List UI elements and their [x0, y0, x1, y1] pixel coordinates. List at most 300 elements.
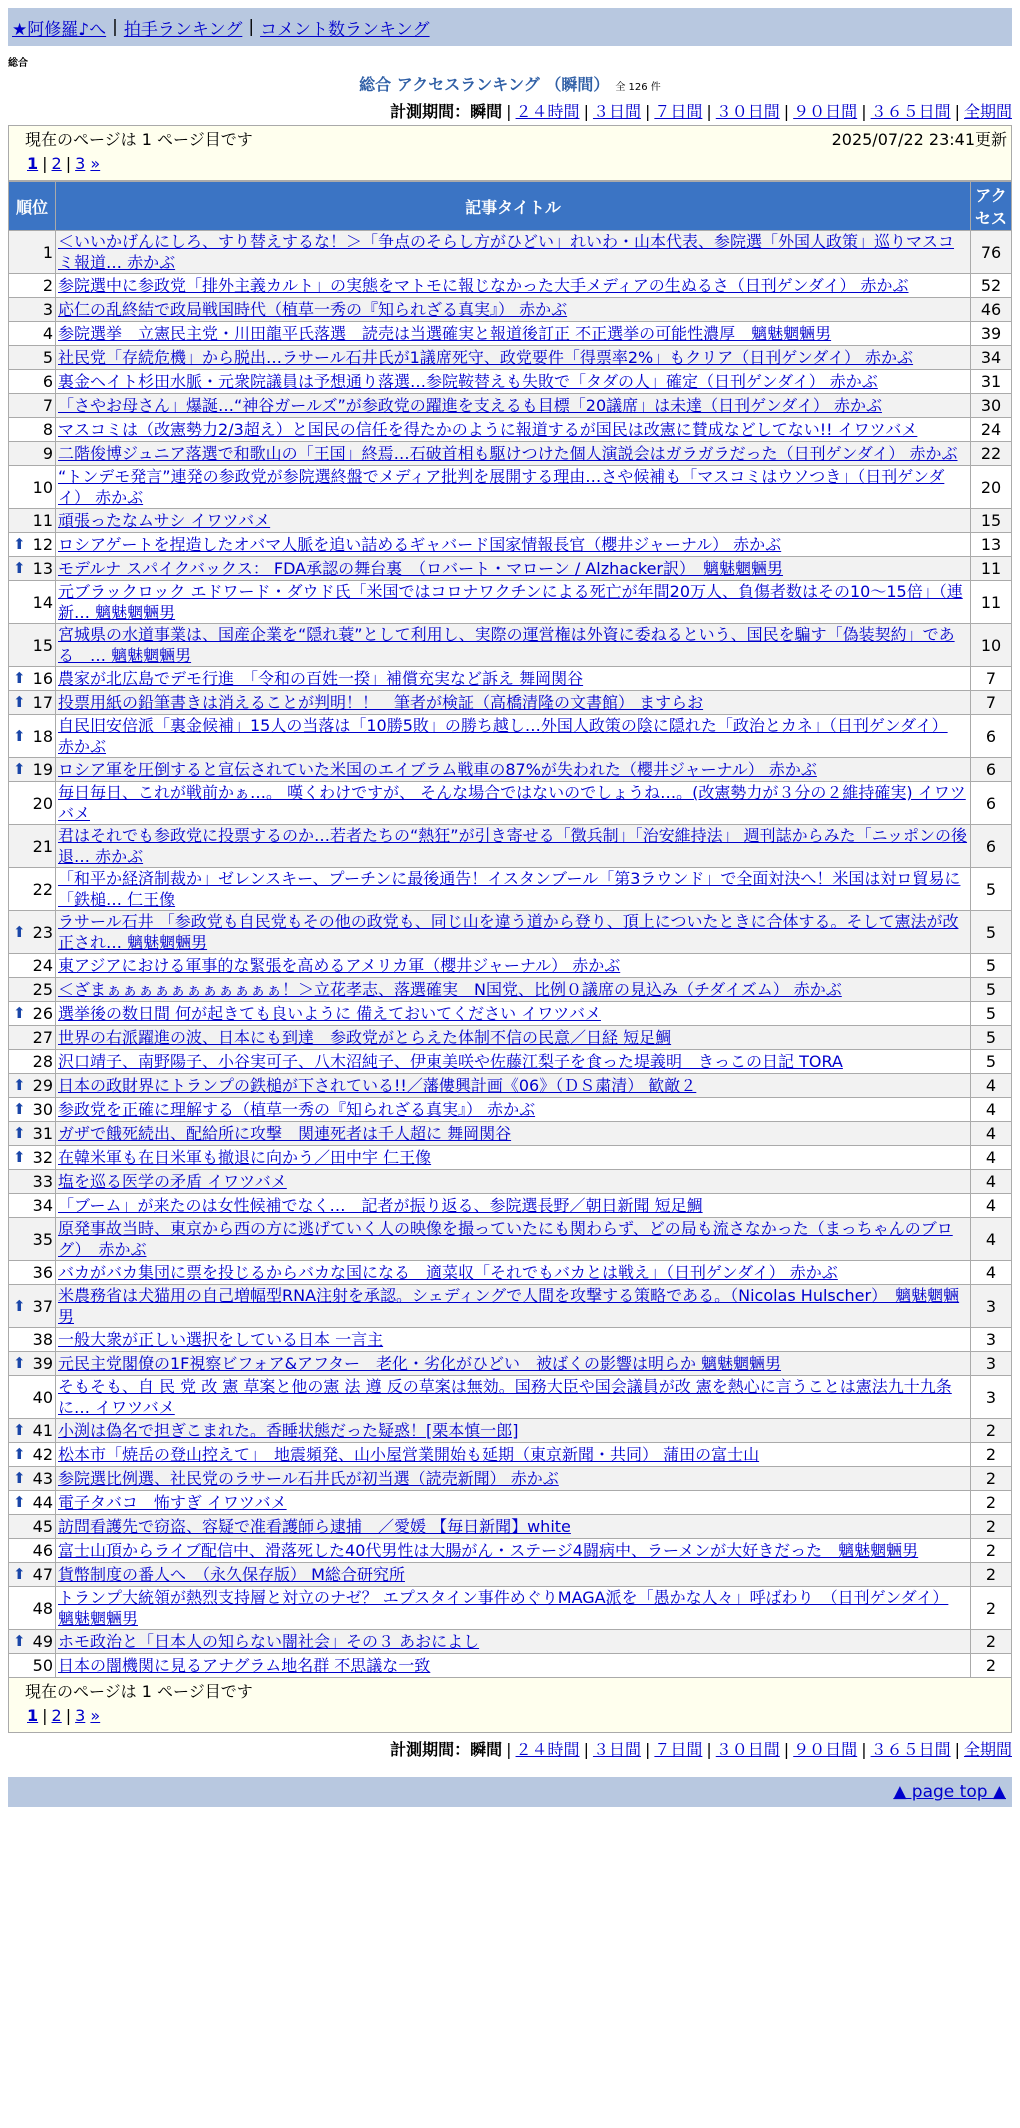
period-separator: | — [506, 1740, 512, 1759]
title-cell — [56, 1587, 971, 1630]
rank-number: 27 — [32, 1028, 53, 1047]
access-count: 4 — [971, 1074, 1012, 1098]
updated-timestamp: 2025/07/22 23:41更新 — [831, 130, 1007, 149]
access-count: 10 — [971, 624, 1012, 667]
rank-up-arrow-icon: ⬆ — [13, 922, 26, 941]
article-title-link[interactable]: 参政党を正確に理解する（植草一秀の『知られざる真実』） 赤かぶ — [58, 1100, 536, 1119]
period-option-4[interactable]: ３０日間 — [715, 102, 780, 121]
title-cell — [56, 1285, 971, 1328]
rank-number: 21 — [32, 836, 53, 856]
rank-number: 5 — [42, 348, 53, 367]
rank-cell — [9, 758, 56, 782]
table-row — [9, 825, 1012, 868]
rank-number: 26 — [32, 1004, 53, 1023]
article-title-link[interactable]: 投票用紙の鉛筆書きは消えることが判明！！ 筆者が検証（高橋清隆の文書館） ますらお — [58, 693, 704, 712]
next-page-link[interactable]: » — [90, 1706, 101, 1725]
rank-number: 30 — [32, 1100, 53, 1119]
title-cell — [56, 442, 971, 466]
rank-cell — [9, 1419, 56, 1443]
table-row — [9, 1376, 1012, 1419]
page-link-2[interactable]: 2 — [51, 154, 62, 173]
table-row — [9, 1194, 1012, 1218]
rank-up-arrow-icon: ⬆ — [13, 559, 26, 577]
article-title-link[interactable]: 毎日毎日、これが戦前かぁ…。 嘆くわけですが、 そんな場合ではないのでしょうね…。(改憲勢力が３分の２維持確実) イワツバメ — [58, 783, 966, 823]
page-link-1[interactable]: 1 — [27, 154, 39, 173]
rank-number: 44 — [32, 1493, 53, 1512]
pager-separator: | — [42, 154, 48, 173]
page-link-3[interactable]: 3 — [75, 1706, 86, 1725]
article-title-link[interactable]: 東アジアにおける軍事的な緊張を高めるアメリカ軍（櫻井ジャーナル） 赤かぶ — [58, 956, 621, 975]
title-cell — [56, 978, 971, 1002]
article-title-link[interactable]: 一般大衆が正しい選択をしている日本 一言主 — [58, 1330, 384, 1349]
table-row — [9, 581, 1012, 624]
rank-number: 18 — [32, 726, 53, 746]
table-row — [9, 954, 1012, 978]
title-cell — [56, 1122, 971, 1146]
title-cell — [56, 298, 971, 322]
table-row — [9, 1285, 1012, 1328]
period-option-6[interactable]: ３６５日間 — [870, 1740, 951, 1759]
title-cell — [56, 1467, 971, 1491]
period-separator: | — [783, 102, 790, 121]
access-count: 2 — [971, 1563, 1012, 1587]
rank-number: 43 — [32, 1469, 53, 1488]
rank-cell — [9, 1146, 56, 1170]
table-row — [9, 1539, 1012, 1563]
access-count: 5 — [971, 911, 1012, 954]
rank-number: 22 — [32, 879, 53, 899]
rank-number: 24 — [32, 956, 53, 975]
rank-cell — [9, 1170, 56, 1194]
access-count: 4 — [971, 1194, 1012, 1218]
rank-up-arrow-icon: ⬆ — [13, 1469, 26, 1487]
rank-number: 48 — [32, 1598, 53, 1618]
rank-number: 38 — [32, 1330, 53, 1349]
article-title-link[interactable]: 貨幣制度の番人へ （永久保存版） M総合研究所 — [58, 1565, 405, 1584]
rank-cell — [9, 509, 56, 533]
rank-cell — [9, 825, 56, 868]
rank-cell — [9, 418, 56, 442]
access-count: 13 — [971, 533, 1012, 557]
article-title-link[interactable]: 日本の政財界にトランプの鉄槌が下されている!!／藩僂興計画《06》（ＤＳ粛清） 歓敵２ — [58, 1076, 697, 1095]
table-row — [9, 1630, 1012, 1654]
table-row — [9, 346, 1012, 370]
period-separator: | — [861, 102, 867, 121]
rank-cell — [9, 274, 56, 298]
table-row — [9, 1050, 1012, 1074]
access-count: 5 — [971, 1026, 1012, 1050]
nav-comment-ranking-link[interactable]: コメント数ランキング — [260, 19, 430, 40]
article-title-link[interactable]: マスコミは（改憲勢力2/3超え）と国民の信任を得たかのように報道するが国民は改憲に賛成などしてない!! イワツバメ — [58, 420, 918, 439]
page-link-1[interactable]: 1 — [27, 1706, 39, 1725]
article-title-link[interactable]: “トンデモ発言”連発の参政党が参院選終盤でメディア批判を展開する理由…さや候補も「マスコミはウソつき」（日刊ゲンダイ） 赤かぶ — [58, 467, 945, 507]
rank-cell — [9, 1026, 56, 1050]
article-title-link[interactable]: ホモ政治と「日本人の知らない闇社会」その３ あおによし — [58, 1632, 480, 1651]
rank-up-arrow-icon: ⬆ — [13, 726, 26, 745]
access-count: 2 — [971, 1587, 1012, 1630]
rank-cell — [9, 954, 56, 978]
title-cell — [56, 1539, 971, 1563]
pager-separator: | — [42, 1706, 48, 1725]
rank-number: 8 — [42, 420, 53, 439]
period-separator: | — [861, 1740, 867, 1759]
rank-cell — [9, 1261, 56, 1285]
period-option-4[interactable]: ３０日間 — [715, 1740, 780, 1759]
article-title-link[interactable]: ラサール石井 「参政党も自民党もその他の政党も、同じ山を違う道から登り、頂上についたときに合体する。そして憲法が改正され… 魑魅魍魎男 — [58, 912, 959, 952]
table-row — [9, 1491, 1012, 1515]
rank-cell — [9, 1218, 56, 1261]
rank-number: 37 — [32, 1296, 53, 1316]
rank-cell — [9, 1539, 56, 1563]
rank-number: 7 — [42, 396, 53, 415]
article-title-link[interactable]: 訪問看護先で窃盗、容疑で准看護師ら逮捕 ／愛媛 【毎日新聞】white — [58, 1517, 571, 1536]
table-row — [9, 394, 1012, 418]
rank-number: 46 — [32, 1541, 53, 1560]
article-title-link[interactable]: そもそも、自 民 党 改 憲 草案と他の憲 法 遵 反の草案は無効。国務大臣や国会議員が改 憲を熱心に言うことは憲法九十九条に… イワツバメ — [58, 1377, 952, 1417]
access-count: 7 — [971, 667, 1012, 691]
article-title-link[interactable]: 米農務省は犬猫用の自己増幅型RNA注射を承認。シェディングで人間を攻撃する策略である。（Nicolas Hulscher） 魑魅魍魎男 — [58, 1286, 960, 1326]
table-row — [9, 298, 1012, 322]
article-title-link[interactable]: 沢口靖子、南野陽子、小谷実可子、八木沼純子、伊東美咲や佐藤江梨子を食った堤義明 きっこの日記 TORA — [58, 1052, 843, 1071]
period-label: 計測期間： — [390, 1740, 471, 1759]
rank-cell — [9, 1050, 56, 1074]
table-row — [9, 1026, 1012, 1050]
rank-number: 47 — [32, 1565, 53, 1584]
table-row — [9, 715, 1012, 758]
rank-number: 14 — [32, 592, 53, 612]
pager-separator: | — [65, 154, 72, 173]
rank-cell — [9, 1002, 56, 1026]
period-option-3[interactable]: ７日間 — [654, 102, 703, 121]
rank-cell — [9, 1328, 56, 1352]
article-title-link[interactable]: ロシア軍を圧倒すると宣伝されていた米国のエイブラム戦車の87%が失われた（櫻井ジャーナル） 赤かぶ — [58, 760, 817, 779]
article-title-link[interactable]: 世界の右派躍進の波、日本にも到達 参政党がとらえた体制不信の民意／日経 短足鯛 — [58, 1028, 672, 1047]
article-title-link[interactable]: 参院選挙 立憲民主党・川田龍平氏落選 読売は当選確実と報道後訂正 不正選挙の可能性濃厚 魑魅魍魎男 — [58, 324, 832, 343]
article-title-link[interactable]: 塩を巡る医学の矛盾 イワツバメ — [58, 1172, 287, 1191]
article-title-link[interactable]: 参院選中に参政党「排外主義カルト」の実態をマトモに報じなかった大手メディアの生ぬるさ（日刊ゲンダイ） 赤かぶ — [58, 276, 909, 295]
title-cell — [56, 1654, 971, 1678]
rank-number: 36 — [32, 1263, 53, 1282]
article-title-link[interactable]: 在韓米軍も在日米軍も撤退に向かう／田中宇 仁王像 — [58, 1148, 432, 1167]
article-title-link[interactable]: 二階俊博ジュニア落選で和歌山の「王国」終焉…石破首相も駆けつけた個人演説会はガラガラだった（日刊ゲンダイ） 赤かぶ — [58, 444, 958, 463]
title-cell — [56, 1074, 971, 1098]
title-column-header: 記事タイトル — [56, 182, 971, 231]
article-title-link[interactable]: 電子タバコ 怖すぎ イワツバメ — [58, 1493, 287, 1512]
title-cell — [56, 533, 971, 557]
article-title-link[interactable]: ロシアゲートを捏造したオバマ人脈を追い詰めるギャバード国家情報長官（櫻井ジャーナル） 赤かぶ — [58, 535, 782, 554]
access-count: 15 — [971, 509, 1012, 533]
article-title-link[interactable]: 自民旧安倍派「裏金候補」15人の当落は「10勝5敗」の勝ち越し…外国人政策の陰に隠れた「政治とカネ」（日刊ゲンダイ） 赤かぶ — [58, 716, 948, 756]
access-count: 2 — [971, 1630, 1012, 1654]
access-count: 3 — [971, 1285, 1012, 1328]
table-row — [9, 782, 1012, 825]
article-title-link[interactable]: 裏金ヘイト杉田水脈・元衆院議員は予想通り落選…参院鞍替えも失敗で「タダの人」確定（日刊ゲンダイ） 赤かぶ — [58, 372, 878, 391]
rank-number: 13 — [32, 559, 53, 578]
table-row — [9, 1170, 1012, 1194]
title-cell — [56, 557, 971, 581]
title-cell — [56, 1194, 971, 1218]
rank-up-arrow-icon: ⬆ — [13, 1296, 26, 1315]
table-row — [9, 533, 1012, 557]
rank-up-arrow-icon: ⬆ — [13, 669, 26, 687]
article-title-link[interactable]: 宮城県の水道事業は、国産企業を“隠れ蓑”として利用し、実際の運営権は外資に委ねるという、国民を騙す「偽装契約」である … 魑魅魍魎男 — [58, 625, 955, 665]
table-row — [9, 868, 1012, 911]
rank-cell — [9, 1194, 56, 1218]
period-selector-top — [8, 101, 1012, 123]
period-option-6[interactable]: ３６５日間 — [870, 102, 951, 121]
title-cell — [56, 1098, 971, 1122]
table-row — [9, 466, 1012, 509]
rank-up-arrow-icon: ⬆ — [13, 1445, 26, 1463]
article-title-link[interactable]: 「ブーム」が来たのは女性候補でなく… 記者が振り返る、参院選長野／朝日新聞 短足鯛 — [58, 1196, 703, 1215]
rank-cell — [9, 581, 56, 624]
rank-cell — [9, 346, 56, 370]
access-count: 6 — [971, 715, 1012, 758]
title-cell — [56, 1170, 971, 1194]
article-title-link[interactable]: 「和平か経済制裁か」ゼレンスキー、プーチンに最後通告！イスタンブール「第3ラウンド」で全面対決へ！米国は対ロ貿易に「鉄槌… 仁王像 — [58, 869, 961, 909]
period-separator: | — [583, 1740, 589, 1759]
period-option-5[interactable]: ９０日間 — [793, 1740, 858, 1759]
rank-number: 35 — [32, 1229, 53, 1249]
rank-up-arrow-icon: ⬆ — [13, 1148, 26, 1166]
title-cell — [56, 1376, 971, 1419]
rank-number: 32 — [32, 1148, 53, 1167]
rank-number: 16 — [32, 669, 53, 688]
rank-cell — [9, 1376, 56, 1419]
table-row — [9, 322, 1012, 346]
rank-up-arrow-icon: ⬆ — [13, 1493, 26, 1511]
period-option-2[interactable]: ３日間 — [592, 1740, 641, 1759]
table-row — [9, 1122, 1012, 1146]
rank-number: 39 — [32, 1354, 53, 1373]
rank-cell — [9, 298, 56, 322]
access-count: 6 — [971, 782, 1012, 825]
article-title-link[interactable]: 日本の闇機関に見るアナグラム地名群 不思議な一致 — [58, 1656, 431, 1675]
article-title-link[interactable]: 元民主党閣僚の1F視察ビフォア&アフター 老化・劣化がひどい 被ばくの影響は明らか 魑魅魍魎男 — [58, 1354, 782, 1373]
period-option-5[interactable]: ９０日間 — [793, 102, 858, 121]
current-page-text: 現在のページは 1 ページ目です — [25, 1682, 253, 1701]
rank-up-arrow-icon: ⬆ — [13, 1354, 26, 1372]
title-cell — [56, 1515, 971, 1539]
period-separator: | — [706, 1740, 712, 1759]
article-title-link[interactable]: ガザで餓死続出、配給所に攻撃 関連死者は千人超に 舞岡関谷 — [58, 1124, 512, 1143]
title-cell — [56, 911, 971, 954]
rank-number: 9 — [42, 444, 53, 463]
section-label: 総合 — [8, 58, 28, 69]
rank-cell — [9, 911, 56, 954]
article-title-link[interactable]: バカがバカ集団に票を投じるからバカな国になる 適菜収「それでもバカとは戦え」（日刊ゲンダイ） 赤かぶ — [58, 1263, 838, 1282]
rank-number: 31 — [32, 1124, 53, 1143]
period-separator: | — [954, 1740, 960, 1759]
rank-up-arrow-icon: ⬆ — [13, 1632, 26, 1650]
title-cell — [56, 782, 971, 825]
rank-number: 42 — [32, 1445, 53, 1464]
title-cell — [56, 322, 971, 346]
page-link-2[interactable]: 2 — [51, 1706, 62, 1725]
period-separator: | — [583, 102, 589, 121]
article-title-link[interactable]: 農家が北広島でデモ行進 「令和の百姓一揆」補償充実など訴え 舞岡関谷 — [58, 669, 584, 688]
article-title-link[interactable]: 「さやお母さん」爆誕…“神谷ガールズ”が参政党の躍進を支えるも目標「20議席」は未達（日刊ゲンダイ） 赤かぶ — [58, 396, 882, 415]
period-label: 計測期間： — [390, 102, 471, 121]
rank-up-arrow-icon: ⬆ — [13, 693, 26, 711]
access-count: 2 — [971, 1419, 1012, 1443]
rank-number: 1 — [42, 242, 53, 262]
rank-number: 4 — [42, 324, 53, 343]
page-title-row — [0, 72, 1020, 95]
rank-cell — [9, 1285, 56, 1328]
rank-cell — [9, 231, 56, 274]
title-cell — [56, 466, 971, 509]
article-title-link[interactable]: 選挙後の数日間 何が起きても良いように 備えておいてください イワツバメ — [58, 1004, 601, 1023]
rank-up-arrow-icon: ⬆ — [13, 760, 26, 778]
rank-number: 11 — [32, 511, 53, 530]
period-option-7[interactable]: 全期間 — [963, 1740, 1012, 1759]
rank-number: 20 — [32, 793, 53, 813]
article-title-link[interactable]: ＜ざまぁぁぁぁぁぁぁぁぁぁぁ！＞立花孝志、落選確実 N国党、比例０議席の見込み（チダイズム） 赤かぶ — [58, 980, 842, 999]
title-cell — [56, 1491, 971, 1515]
table-row — [9, 911, 1012, 954]
title-cell — [56, 667, 971, 691]
page-top-link[interactable]: ▲ page top ▲ — [893, 1782, 1006, 1802]
table-row — [9, 1443, 1012, 1467]
title-cell — [56, 370, 971, 394]
rank-cell — [9, 978, 56, 1002]
table-row — [9, 1467, 1012, 1491]
access-count: 39 — [971, 322, 1012, 346]
access-count: 30 — [971, 394, 1012, 418]
rank-up-arrow-icon: ⬆ — [13, 1124, 26, 1142]
period-selector-bottom — [8, 1739, 1012, 1761]
period-option-7[interactable]: 全期間 — [963, 102, 1012, 121]
access-count: 3 — [971, 1376, 1012, 1419]
article-title-link[interactable]: 参院選比例選、社民党のラサール石井氏が初当選（読売新聞） 赤かぶ — [58, 1469, 559, 1488]
article-title-link[interactable]: モデルナ スパイクバックス： FDA承認の舞台裏 （ロバート・マローン / Alzhacker訳） 魑魅魍魎男 — [58, 559, 784, 578]
article-title-link[interactable]: トランプ大統領が熱烈支持層と対立のナゼ？ エプスタイン事件めぐりMAGA派を「愚かな人々」呼ばわり （日刊ゲンダイ） 魑魅魍魎男 — [58, 1588, 949, 1628]
article-title-link[interactable]: 富士山頂からライブ配信中、滑落死した40代男性は大腸がん・ステージ4闘病中、ラーメンが大好きだった 魑魅魍魎男 — [58, 1541, 919, 1560]
access-count: 5 — [971, 1050, 1012, 1074]
rank-number: 2 — [42, 276, 53, 295]
title-cell — [56, 394, 971, 418]
rank-number: 34 — [32, 1196, 53, 1215]
period-separator: | — [644, 1740, 651, 1759]
total-count: 全 126 件 — [615, 82, 661, 93]
rank-cell — [9, 667, 56, 691]
rank-number: 28 — [32, 1052, 53, 1071]
rank-cell — [9, 533, 56, 557]
access-column-header: アクセス — [971, 182, 1012, 231]
access-count: 2 — [971, 1654, 1012, 1678]
article-title-link[interactable]: 君はそれでも参政党に投票するのか…若者たちの“熱狂”が引き寄せる「徴兵制」「治安維持法」 週刊誌からみた「ニッポンの後退… 赤かぶ — [58, 826, 968, 866]
pager-separator: | — [65, 1706, 72, 1725]
article-title-link[interactable]: 頑張ったなムサシ イワツバメ — [58, 511, 271, 530]
title-cell — [56, 1352, 971, 1376]
rank-up-arrow-icon: ⬆ — [13, 1565, 26, 1583]
table-row — [9, 557, 1012, 581]
rank-number: 40 — [32, 1387, 53, 1407]
rank-cell — [9, 868, 56, 911]
access-count: 4 — [971, 1098, 1012, 1122]
rank-number: 25 — [32, 980, 53, 999]
access-count: 31 — [971, 370, 1012, 394]
rank-cell — [9, 1467, 56, 1491]
article-title-link[interactable]: ＜いいかげんにしろ、すり替えするな！＞「争点のそらし方がひどい」れいわ・山本代表、参院選「外国人政策」巡りマスコミ報道… 赤かぶ — [58, 232, 955, 272]
rank-cell — [9, 1074, 56, 1098]
title-cell — [56, 825, 971, 868]
rank-up-arrow-icon: ⬆ — [13, 1100, 26, 1118]
page-title: 総合 アクセスランキング （瞬間） — [359, 75, 610, 94]
nav-home-link[interactable]: ★阿修羅♪へ — [12, 19, 107, 40]
access-count: 4 — [971, 1146, 1012, 1170]
title-cell — [56, 581, 971, 624]
access-count: 52 — [971, 274, 1012, 298]
period-option-1[interactable]: ２４時間 — [515, 1740, 580, 1759]
rank-cell — [9, 1443, 56, 1467]
ranking-table — [8, 181, 1012, 1678]
access-count: 46 — [971, 298, 1012, 322]
period-option-2[interactable]: ３日間 — [592, 102, 641, 121]
table-row — [9, 1146, 1012, 1170]
title-cell — [56, 624, 971, 667]
access-count: 11 — [971, 557, 1012, 581]
title-cell — [56, 868, 971, 911]
title-cell — [56, 274, 971, 298]
title-cell — [56, 715, 971, 758]
rank-number: 23 — [32, 922, 53, 942]
access-count: 2 — [971, 1515, 1012, 1539]
period-separator: | — [506, 102, 512, 121]
rank-up-arrow-icon: ⬆ — [13, 535, 26, 553]
page-link-3[interactable]: 3 — [75, 154, 86, 173]
title-cell — [56, 1328, 971, 1352]
access-count: 4 — [971, 1122, 1012, 1146]
rank-cell — [9, 1630, 56, 1654]
status-panel-top — [8, 125, 1012, 181]
rank-number: 29 — [32, 1076, 53, 1095]
pager-top — [9, 152, 1011, 176]
rank-cell — [9, 1122, 56, 1146]
article-title-link[interactable]: 松本市「焼岳の登山控えて」 地震頻発、山小屋営業開始も延期（東京新聞・共同） 蒲田の富士山 — [58, 1445, 760, 1464]
period-separator: | — [706, 102, 712, 121]
period-option-3[interactable]: ７日間 — [654, 1740, 703, 1759]
article-title-link[interactable]: 社民党「存続危機」から脱出…ラサール石井氏が1議席死守、政党要件「得票率2%」もクリア（日刊ゲンダイ） 赤かぶ — [58, 348, 914, 367]
table-row — [9, 1352, 1012, 1376]
period-option-1[interactable]: ２４時間 — [515, 102, 580, 121]
access-count: 6 — [971, 825, 1012, 868]
rank-up-arrow-icon: ⬆ — [13, 1421, 26, 1439]
next-page-link[interactable]: » — [90, 154, 101, 173]
article-title-link[interactable]: 原発事故当時、東京から西の方に逃げていく人の映像を撮っていたにも関わらず、どの局も流さなかった（まっちゃんのブログ） 赤かぶ — [58, 1219, 953, 1259]
bottom-bar — [8, 1777, 1012, 1807]
table-row — [9, 1074, 1012, 1098]
pager-bottom — [9, 1704, 1011, 1728]
title-cell — [56, 954, 971, 978]
access-count: 5 — [971, 1002, 1012, 1026]
article-title-link[interactable]: 応仁の乱終結で政局戦国時代（植草一秀の『知られざる真実』） 赤かぶ — [58, 300, 568, 319]
nav-clap-ranking-link[interactable]: 拍手ランキング — [123, 19, 243, 40]
article-title-link[interactable]: 小渕は偽名で担ぎこまれた。香睡状態だった疑惑！[栗本慎一郎] — [58, 1421, 519, 1440]
title-cell — [56, 1146, 971, 1170]
rank-number: 12 — [32, 535, 53, 554]
rank-cell — [9, 624, 56, 667]
top-nav-bar — [8, 8, 1012, 46]
rank-cell — [9, 1587, 56, 1630]
access-count: 34 — [971, 346, 1012, 370]
rank-cell — [9, 466, 56, 509]
rank-up-arrow-icon: ⬆ — [13, 1004, 26, 1022]
rank-cell — [9, 782, 56, 825]
table-row — [9, 667, 1012, 691]
article-title-link[interactable]: 元ブラックロック エドワード・ダウド氏「米国ではコロナワクチンによる死亡が年間20万人、負傷者数はその10～15倍」（連新… 魑魅魍魎男 — [58, 582, 963, 622]
